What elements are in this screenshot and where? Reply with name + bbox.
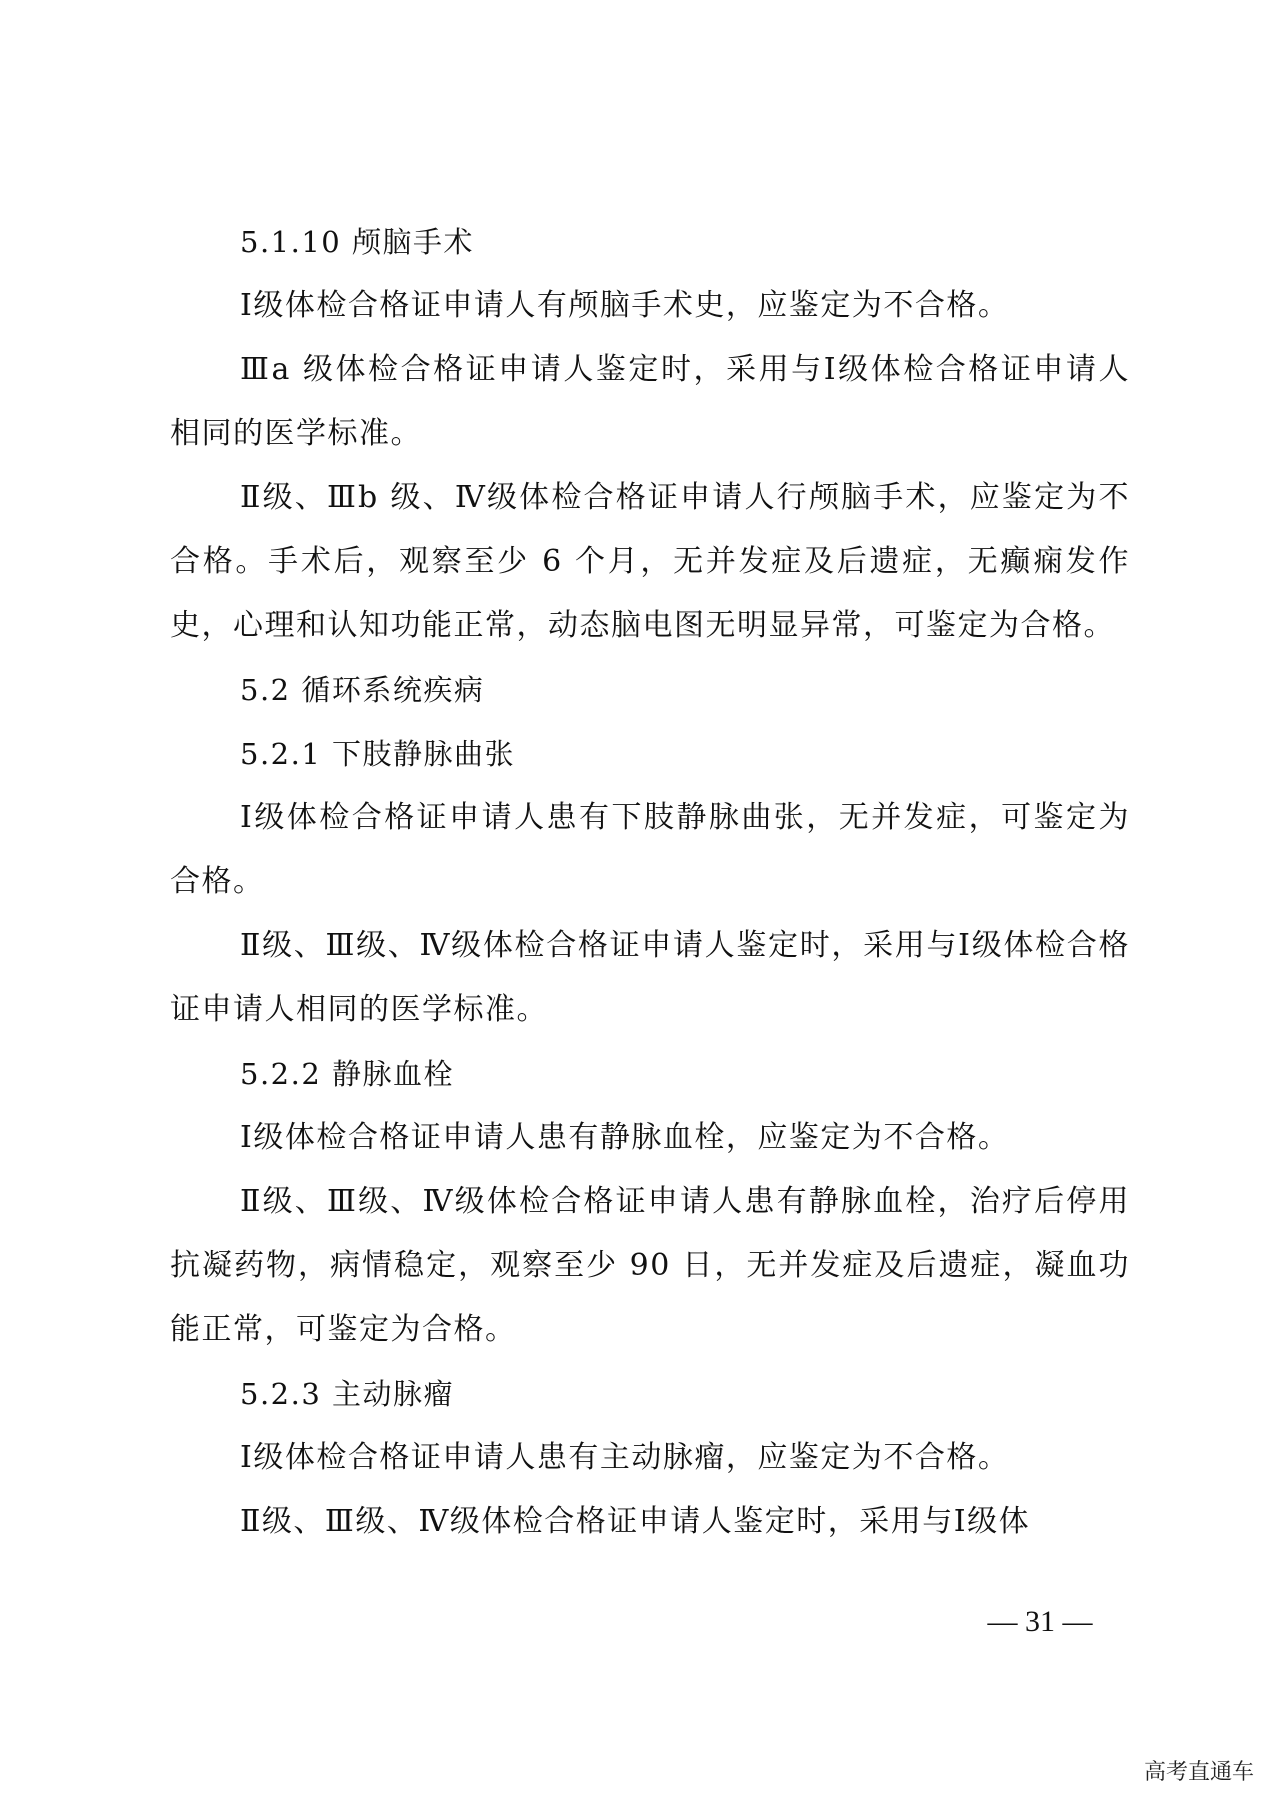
section-heading-5-2-3: 5.2.3 主动脉瘤 bbox=[240, 1377, 455, 1411]
paragraph: Ⅰ级体检合格证申请人患有静脉血栓，应鉴定为不合格。 bbox=[240, 1120, 1010, 1155]
paragraph: Ⅱ级、Ⅲ级、Ⅳ级体检合格证申请人患有静脉血栓，治疗后停用抗凝药物，病情稳定，观察至少 90 日，无并发症及后遗症，凝血功能正常，可鉴定为合格。 bbox=[170, 1184, 1130, 1347]
section-heading-5-2: 5.2 循环系统疾病 bbox=[240, 673, 485, 707]
section-heading-5-2-1: 5.2.1 下肢静脉曲张 bbox=[240, 737, 516, 771]
paragraph: Ⅰ级体检合格证申请人有颅脑手术史，应鉴定为不合格。 bbox=[240, 288, 1010, 323]
page-number: — 31 — bbox=[987, 1605, 1093, 1638]
paragraph: Ⅰ级体检合格证申请人患有下肢静脉曲张，无并发症，可鉴定为合格。 bbox=[170, 800, 1130, 899]
paragraph: Ⅲa 级体检合格证申请人鉴定时，采用与Ⅰ级体检合格证申请人相同的医学标准。 bbox=[170, 352, 1130, 451]
watermark-label: 高考直通车 bbox=[1138, 1756, 1260, 1790]
document-body bbox=[170, 210, 1130, 1554]
paragraph: Ⅰ级体检合格证申请人患有主动脉瘤，应鉴定为不合格。 bbox=[240, 1440, 1010, 1475]
section-heading-5-2-2: 5.2.2 静脉血栓 bbox=[240, 1057, 455, 1091]
paragraph: Ⅱ级、Ⅲ级、Ⅳ级体检合格证申请人鉴定时，采用与Ⅰ级体检合格证申请人相同的医学标准。 bbox=[170, 928, 1130, 1027]
paragraph: Ⅱ级、Ⅲb 级、Ⅳ级体检合格证申请人行颅脑手术，应鉴定为不合格。手术后，观察至少 6 个月，无并发症及后遗症，无癫痫发作史，心理和认知功能正常，动态脑电图无明显异常，可鉴定为合格。 bbox=[170, 480, 1130, 643]
section-heading-5-1-10: 5.1.10 颅脑手术 bbox=[240, 225, 474, 259]
paragraph: Ⅱ级、Ⅲ级、Ⅳ级体检合格证申请人鉴定时，采用与Ⅰ级体 bbox=[240, 1504, 1031, 1539]
